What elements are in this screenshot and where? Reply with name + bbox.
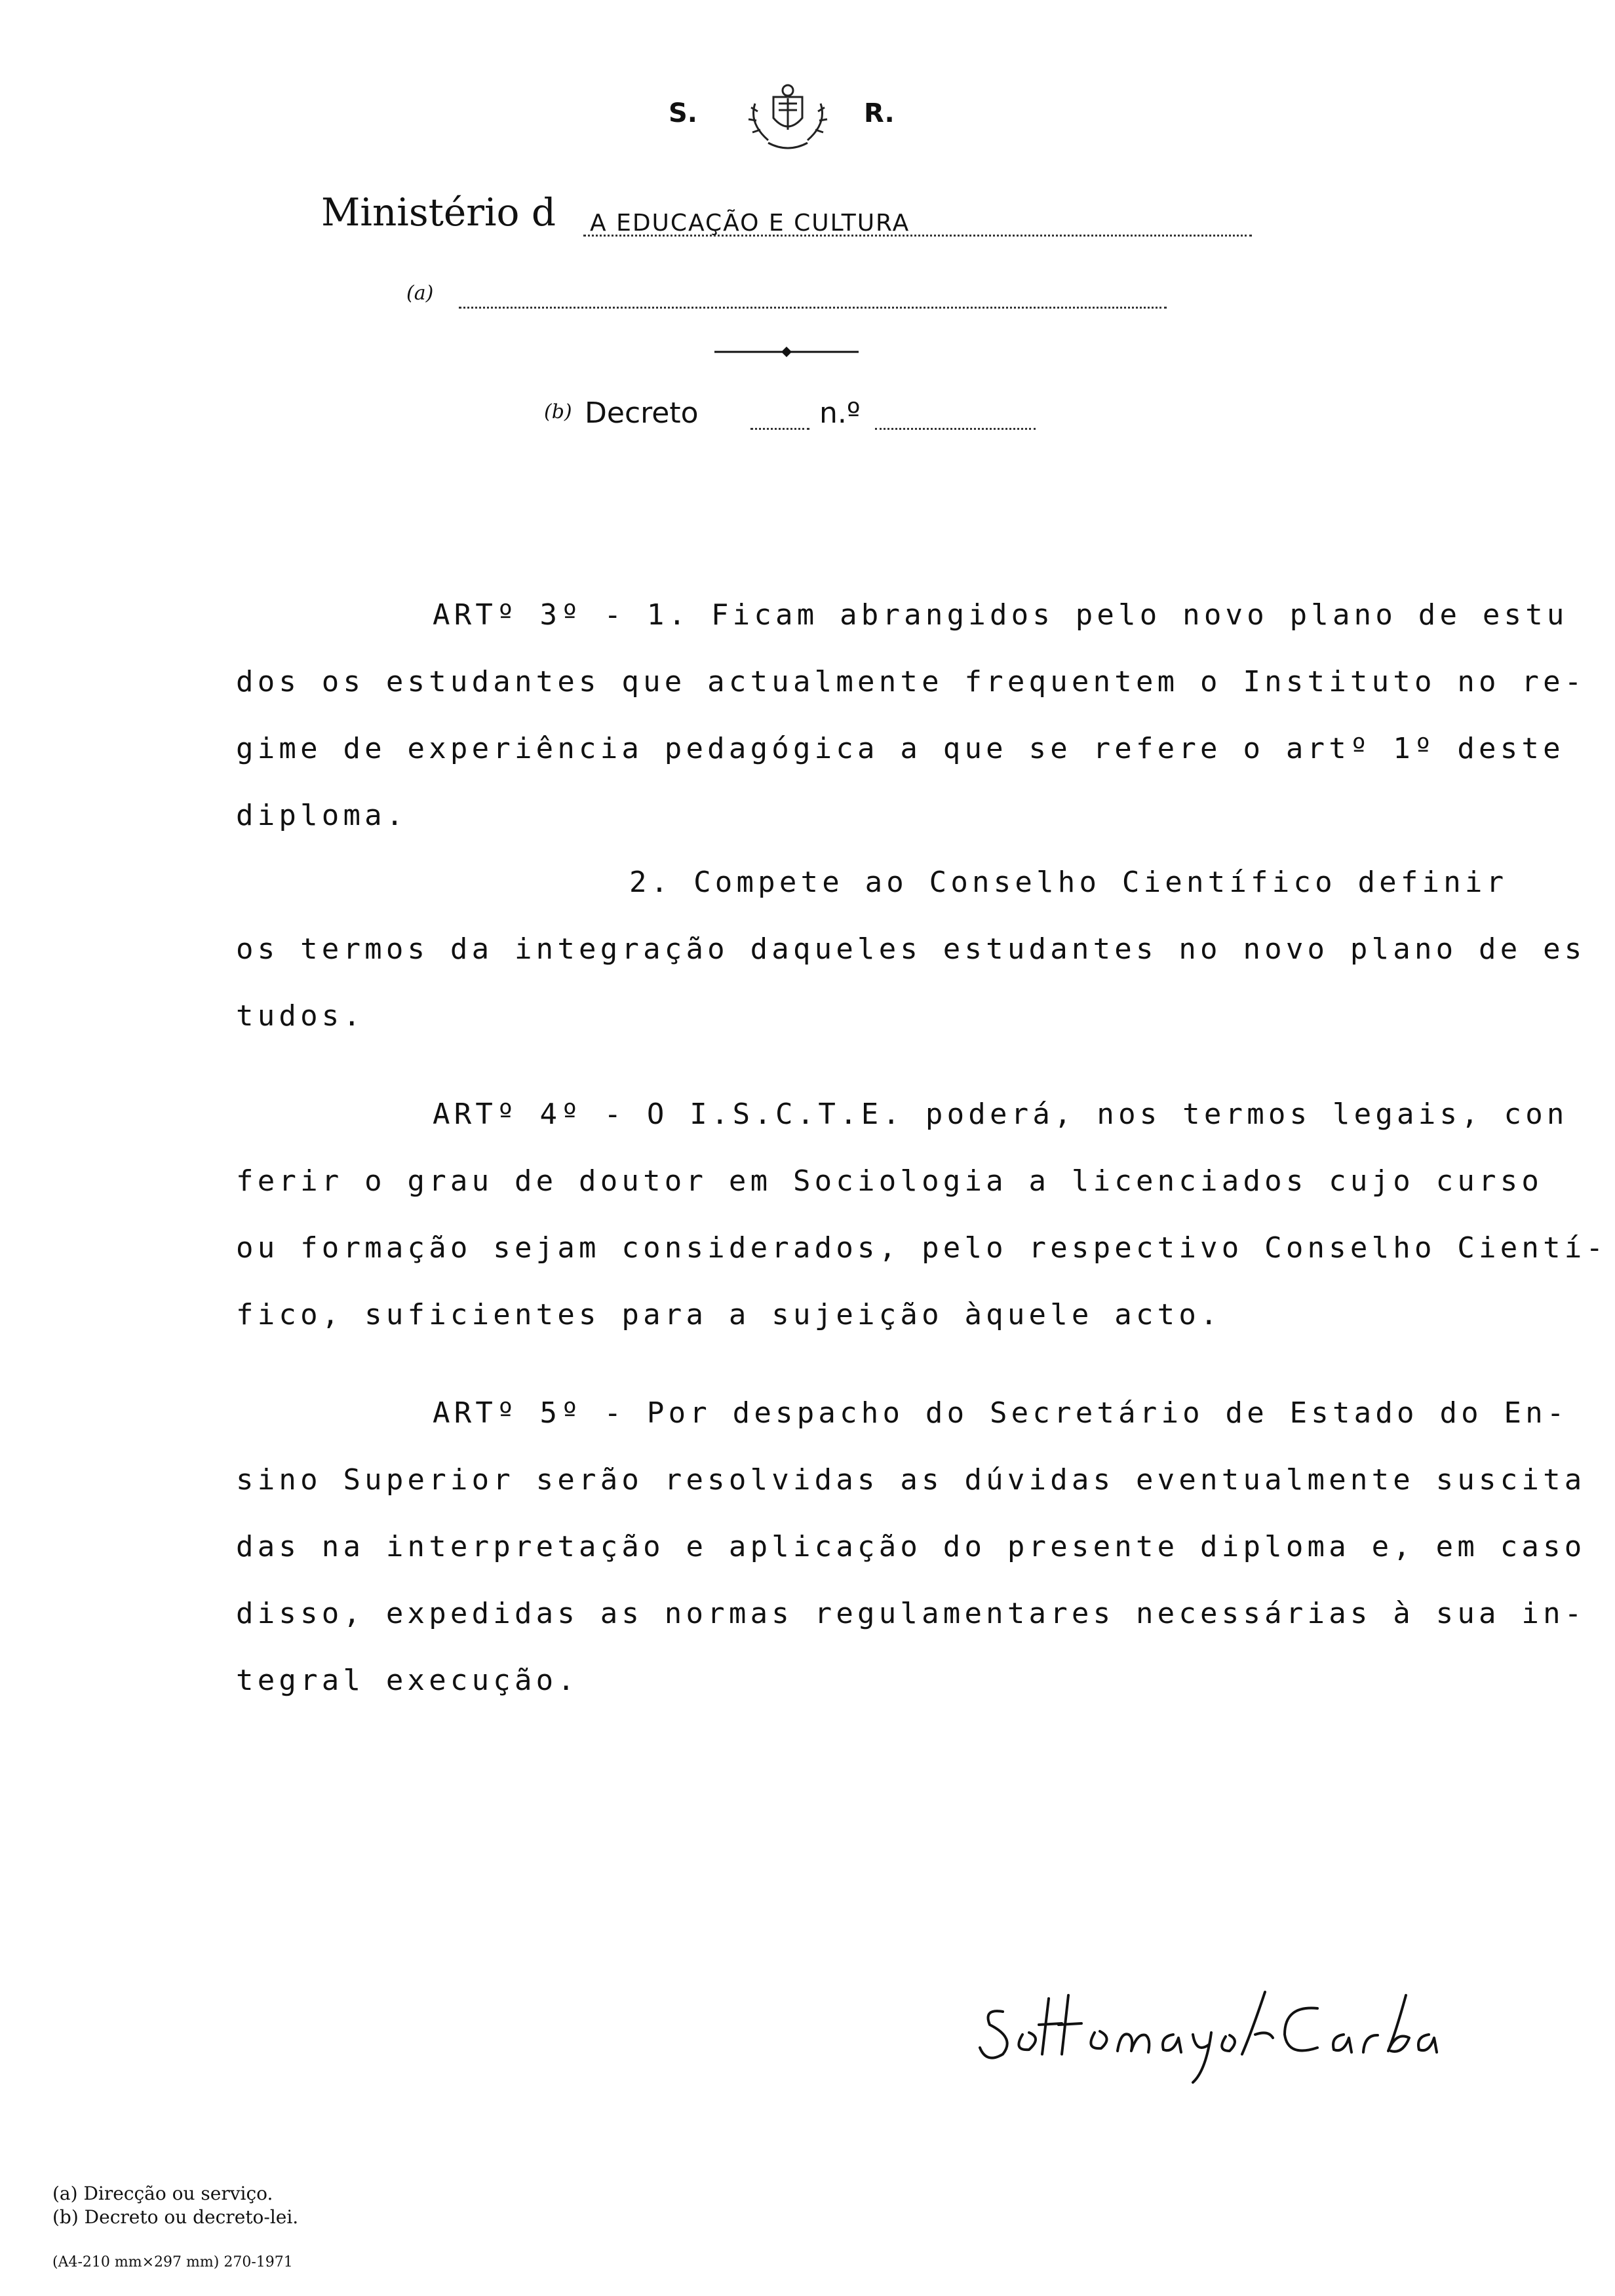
department-line	[406, 282, 1167, 315]
footnote-a: (a) Direcção ou serviço.	[52, 2183, 273, 2204]
ministry-label: Ministério d	[321, 190, 556, 235]
department-dotted-line	[459, 307, 1167, 309]
ministry-value: A EDUCAÇÃO E CULTURA	[590, 210, 910, 237]
decree-word: Decreto	[585, 396, 699, 430]
ministry-line	[321, 190, 1252, 242]
text-line: tudos.	[236, 999, 365, 1033]
letterhead-s: S.	[669, 98, 698, 128]
article-5	[236, 1380, 1586, 1714]
article-3-paragraph-1	[236, 582, 1586, 849]
text-line: dos os estudantes que actualmente frequentem o Instituto no re-	[236, 665, 1586, 698]
letterhead-r: R.	[864, 98, 895, 128]
footnotes	[52, 2182, 298, 2229]
text-line: diploma.	[236, 799, 408, 832]
decree-number-dotted-line	[875, 428, 1036, 430]
article-4	[236, 1081, 1608, 1349]
coat-of-arms-icon	[742, 77, 834, 156]
signature	[977, 1972, 1455, 2084]
text-line: disso, expedidas as normas regulamentares necessárias à sua in-	[236, 1597, 1586, 1630]
form-code: (A4-210 mm×297 mm) 270-1971	[52, 2254, 293, 2270]
decree-line	[544, 396, 1042, 436]
decree-type-dotted-line	[750, 428, 809, 430]
text-line: ARTº 3º - 1. Ficam abrangidos pelo novo plano de estu	[433, 598, 1568, 632]
text-line: ARTº 5º - Por despacho do Secretário de Estado do En-	[433, 1396, 1568, 1430]
text-line: ou formação sejam considerados, pelo respectivo Conselho Cientí-	[236, 1231, 1608, 1265]
decree-number-label: n.º	[819, 396, 861, 430]
divider-ornament-icon	[714, 342, 859, 362]
text-line: gime de experiência pedagógica a que se refere o artº 1º deste	[236, 732, 1565, 765]
document-body	[236, 582, 1608, 1714]
footnote-b: (b) Decreto ou decreto-lei.	[52, 2206, 299, 2228]
text-line: fico, suficientes para a sujeição àquele acto.	[236, 1298, 1222, 1331]
text-line: tegral execução.	[236, 1664, 579, 1697]
text-line: sino Superior serão resolvidas as dúvidas eventualmente suscita	[236, 1463, 1586, 1497]
text-line: das na interpretação e aplicação do presente diploma e, em caso	[236, 1530, 1586, 1563]
text-line: os termos da integração daqueles estudantes no novo plano de es	[236, 932, 1586, 966]
text-line: ARTº 4º - O I.S.C.T.E. poderá, nos termos legais, con	[433, 1098, 1568, 1131]
department-label: (a)	[406, 282, 434, 305]
text-line: ferir o grau de doutor em Sociologia a licenciados cujo curso	[236, 1164, 1544, 1198]
text-line: 2. Compete ao Conselho Científico definir	[629, 866, 1508, 899]
article-3-paragraph-2	[236, 849, 1586, 1050]
ministry-dotted-line	[583, 235, 1252, 237]
decree-type-label: (b)	[544, 400, 572, 423]
